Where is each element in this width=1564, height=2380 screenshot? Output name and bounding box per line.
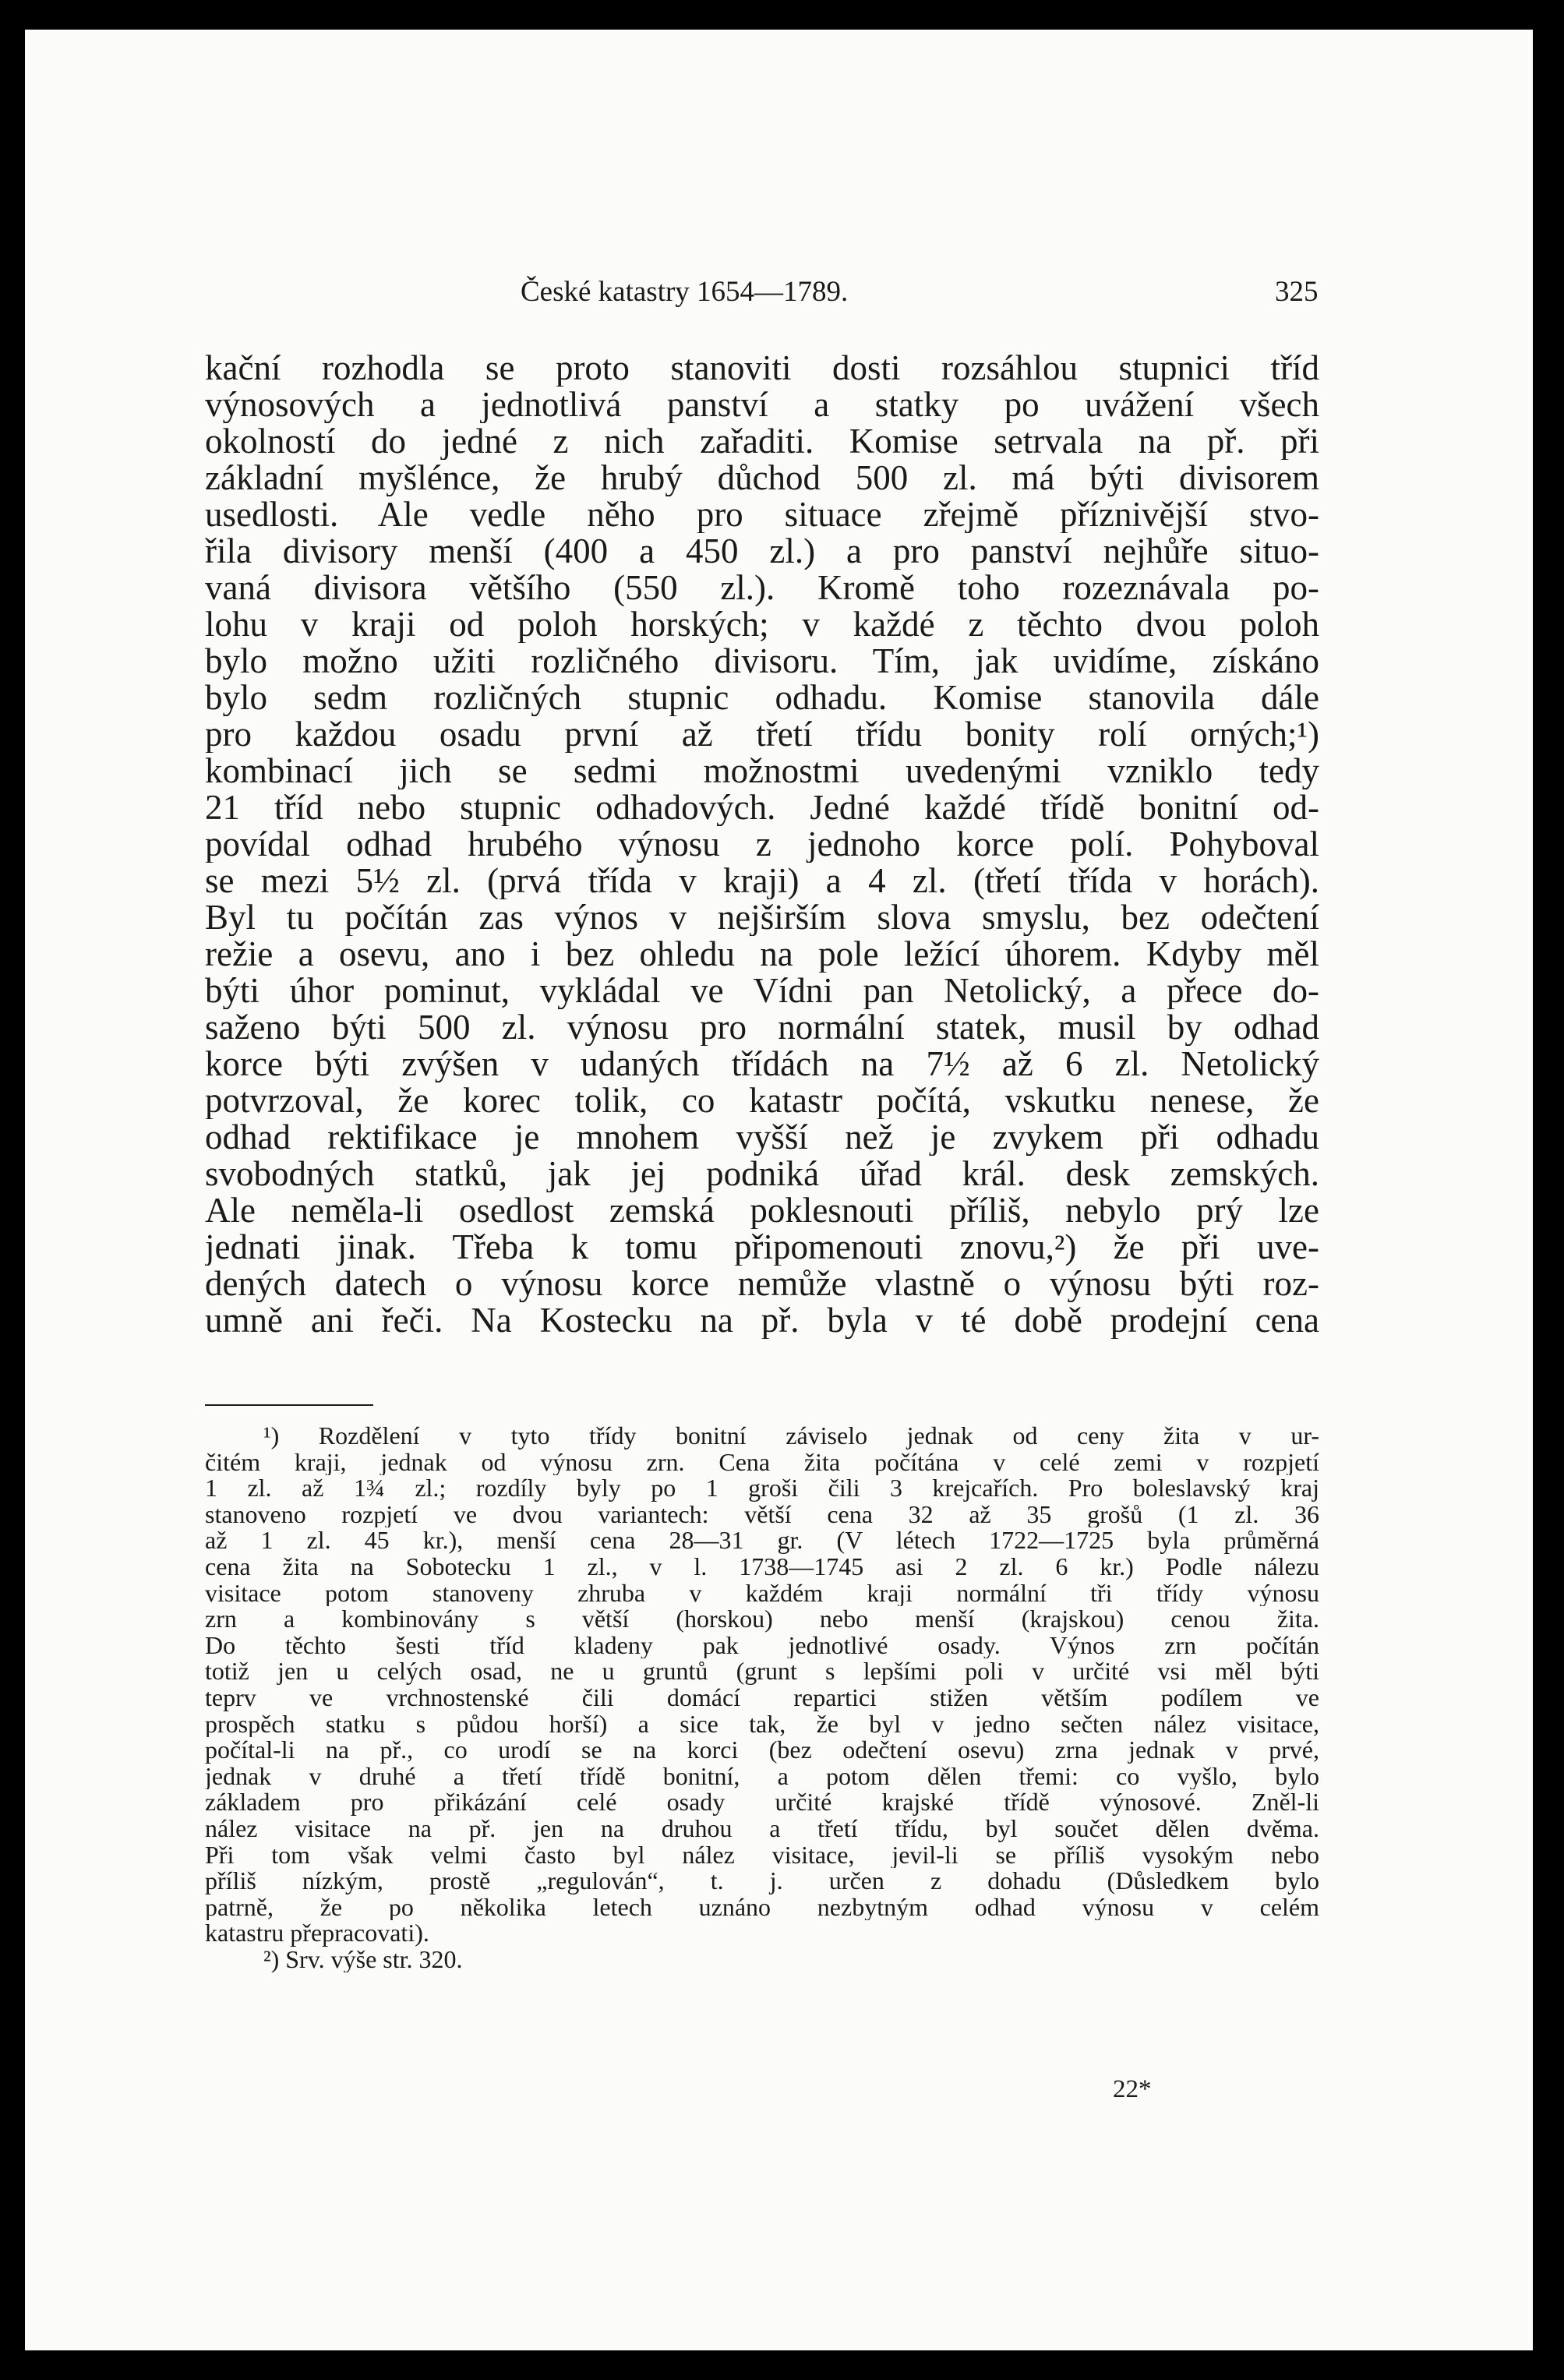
footnote-line: základem pro přikázání celé osady určité krajské třídě výnosové. Zněl-li <box>205 1789 1319 1816</box>
footnote-line: čitém kraji, jednak od výnosu zrn. Cena žita počítána v celé zemi v rozpjetí <box>205 1449 1319 1476</box>
text-line: odhad rektifikace je mnohem vyšší než je zvykem při odhadu <box>205 1119 1319 1156</box>
page-number: 325 <box>1275 276 1319 308</box>
footnote-line: teprv ve vrchnostenské čili domácí repartici stižen větším podílem ve <box>205 1684 1319 1711</box>
text-line: výnosových a jednotlivá panství a statky po uvážení všech <box>205 387 1319 423</box>
text-line: býti úhor pominut, vykládal ve Vídni pan Netolický, a přece do- <box>205 973 1319 1009</box>
footnote-line: visitace potom stanoveny zhruba v každém kraji normální tři třídy výnosu <box>205 1580 1319 1607</box>
running-title: České katastry 1654—1789. <box>521 276 849 308</box>
text-line: řila divisory menší (400 a 450 zl.) a pro panství nejhůře situo- <box>205 533 1319 570</box>
footnote-line: cena žita na Sobotecku 1 zl., v l. 1738—1745 asi 2 zl. 6 kr.) Podle nálezu <box>205 1553 1319 1580</box>
text-line: režie a osevu, ano i bez ohledu na pole ležící úhorem. Kdyby měl <box>205 936 1319 973</box>
footnote-line: katastru přepracovati). <box>205 1920 429 1947</box>
text-line: povídal odhad hrubého výnosu z jednoho korce polí. Pohyboval <box>205 826 1319 863</box>
footnote-line: ²) Srv. výše str. 320. <box>263 1946 463 1973</box>
text-line: svobodných statků, jak jej podniká úřad král. desk zemských. <box>205 1156 1319 1192</box>
text-line: základní myšlénce, že hrubý důchod 500 zl. má býti divisorem <box>205 460 1319 496</box>
text-line: usedlosti. Ale vedle něho pro situace zřejmě příznivější stvo- <box>205 496 1319 533</box>
footnote-line: nález visitace na př. jen na druhou a třetí třídu, byl součet dělen dvěma. <box>205 1815 1319 1842</box>
text-line: vaná divisora většího (550 zl.). Kromě toho rozeznávala po- <box>205 570 1319 606</box>
footnote-line: totiž jen u celých osad, ne u gruntů (grunt s lepšími poli v určité vsi měl býti <box>205 1658 1319 1685</box>
text-line: Ale neměla-li osedlost zemská poklesnouti příliš, nebylo prý lze <box>205 1192 1319 1229</box>
text-line: 21 tříd nebo stupnic odhadových. Jedné každé třídě bonitní od- <box>205 789 1319 826</box>
text-line: lohu v kraji od poloh horských; v každé z těchto dvou poloh <box>205 606 1319 643</box>
text-line: saženo býti 500 zl. výnosu pro normální statek, musil by odhad <box>205 1009 1319 1046</box>
footnote-line: 1 zl. až 1¾ zl.; rozdíly byly po 1 groši čili 3 krejcařích. Pro boleslavský kraj <box>205 1475 1319 1502</box>
book-page <box>25 30 1533 2350</box>
text-line: Byl tu počítán zas výnos v nejširším slova smyslu, bez odečtení <box>205 899 1319 936</box>
running-header <box>25 275 1533 309</box>
text-line: kombinací jich se sedmi možnostmi uvedenými vzniklo tedy <box>205 753 1319 789</box>
text-line: potvrzoval, že korec tolik, co katastr počítá, vskutku nenese, že <box>205 1082 1319 1119</box>
footnote-line: patrně, že po několika letech uznáno nezbytným odhad výnosu v celém <box>205 1894 1319 1921</box>
footnote-line: ¹) Rozdělení v tyto třídy bonitní záviselo jednak od ceny žita v ur- <box>263 1423 1319 1450</box>
footnote-line: Při tom však velmi často byl nález visitace, jevil-li se příliš vysokým nebo <box>205 1841 1319 1869</box>
text-line: okolností do jedné z nich zařaditi. Komise setrvala na př. při <box>205 423 1319 460</box>
footnote-line: až 1 zl. 45 kr.), menší cena 28—31 gr. (V létech 1722—1725 byla průměrná <box>205 1527 1319 1554</box>
footnote-line: prospěch statku s půdou horší) a sice tak, že byl v jedno sečten nález visitace, <box>205 1711 1319 1738</box>
footnote-line: stanoveno rozpjetí ve dvou variantech: větší cena 32 až 35 grošů (1 zl. 36 <box>205 1501 1319 1528</box>
text-line: umně ani řeči. Na Kostecku na př. byla v té době prodejní cena <box>205 1302 1319 1339</box>
footnotes <box>205 1423 1319 1972</box>
footnote-line: Do těchto šesti tříd kladeny pak jednotlivé osady. Výnos zrn počítán <box>205 1632 1319 1659</box>
text-line: kační rozhodla se proto stanoviti dosti rozsáhlou stupnici tříd <box>205 350 1319 387</box>
printer-signature: 22* <box>1113 2075 1152 2103</box>
text-line: se mezi 5½ zl. (prvá třída v kraji) a 4 zl. (třetí třída v horách). <box>205 863 1319 899</box>
text-line: jednati jinak. Třeba k tomu připomenouti znovu,²) že při uve- <box>205 1229 1319 1266</box>
footnote-line: jednak v druhé a třetí třídě bonitní, a potom dělen třemi: co vyšlo, bylo <box>205 1763 1319 1790</box>
text-line: dených datech o výnosu korce nemůže vlastně o výnosu býti roz- <box>205 1266 1319 1302</box>
footnote-line: příliš nízkým, prostě „regulován“, t. j. určen z dohadu (Důsledkem bylo <box>205 1868 1319 1894</box>
text-line: bylo možno užiti rozličného divisoru. Tím, jak uvidíme, získáno <box>205 643 1319 680</box>
footnote-line: zrn a kombinovány s větší (horskou) nebo menší (krajskou) cenou žita. <box>205 1606 1319 1633</box>
main-text <box>205 350 1319 1339</box>
text-line: korce býti zvýšen v udaných třídách na 7½ až 6 zl. Netolický <box>205 1046 1319 1082</box>
text-line: bylo sedm rozličných stupnic odhadu. Komise stanovila dále <box>205 680 1319 716</box>
footnote-rule <box>205 1404 373 1406</box>
footnote-line: počítal-li na př., co urodí se na korci (bez odečtení osevu) zrna jednak v prvé, <box>205 1737 1319 1764</box>
text-line: pro každou osadu první až třetí třídu bonity rolí orných;¹) <box>205 716 1319 753</box>
